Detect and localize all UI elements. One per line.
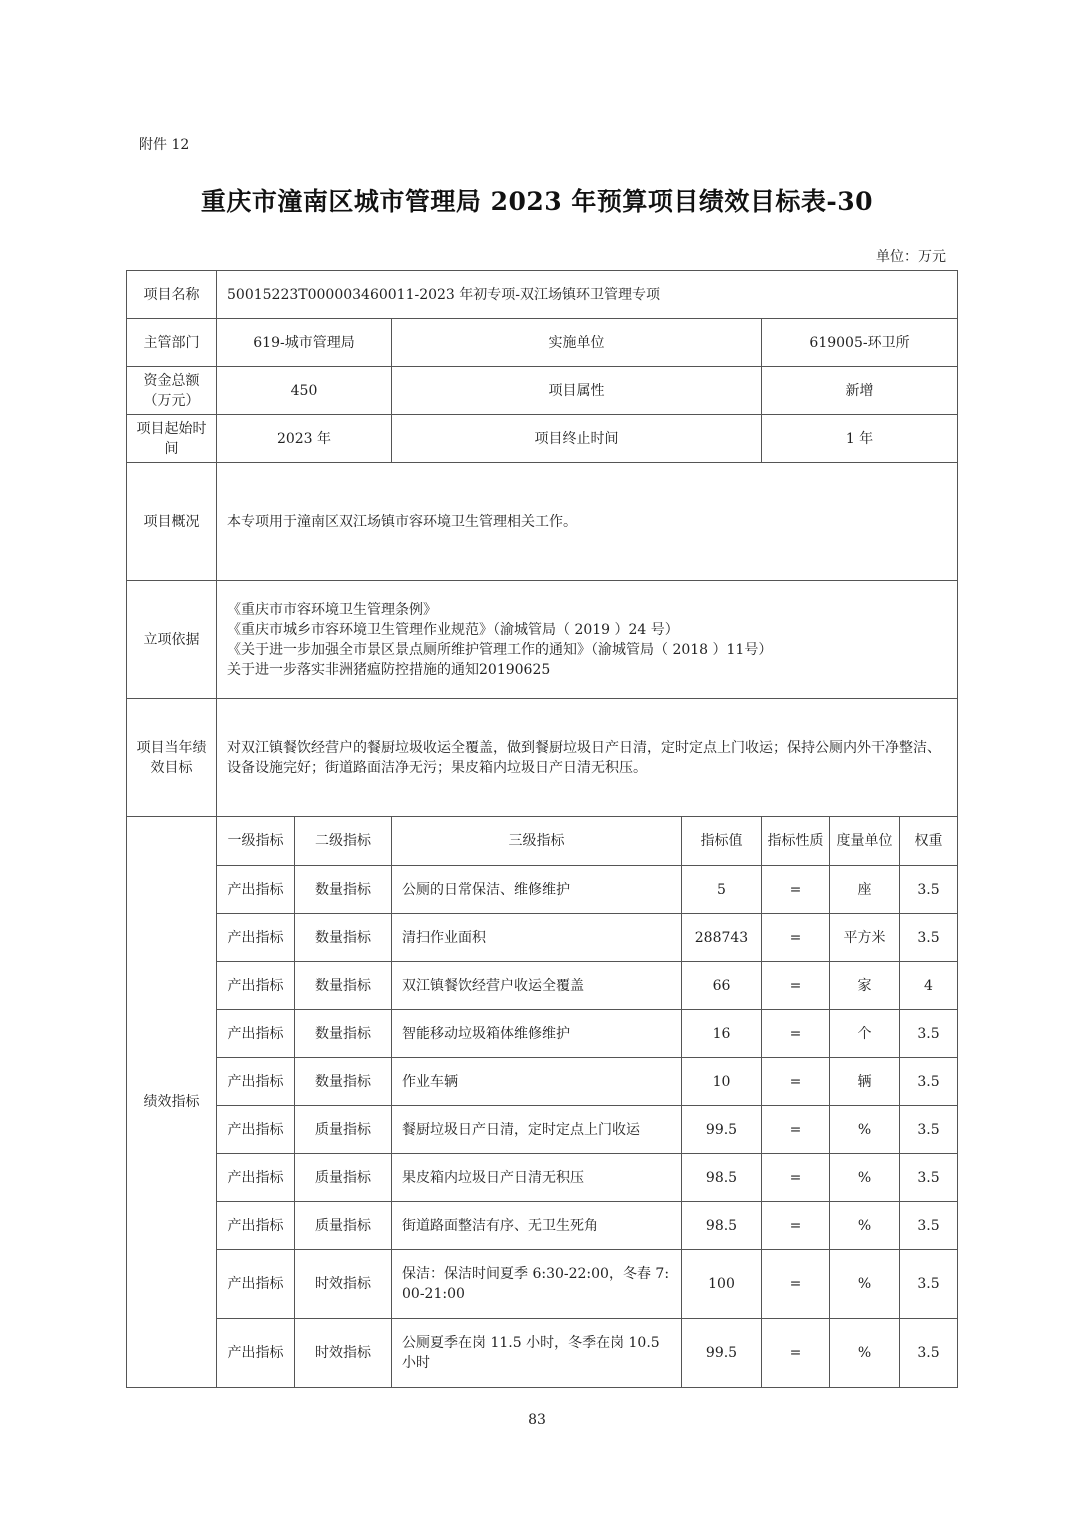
indicator-weight-cell: 3.5 (900, 1010, 958, 1058)
indicator-weight-cell: 3.5 (900, 1250, 958, 1319)
indicator-level3-cell: 清扫作业面积 (392, 914, 682, 962)
basis-item: 《重庆市市容环境卫生管理条例》 (227, 601, 437, 618)
indicator-level1-cell: 产出指标 (217, 1250, 295, 1319)
header-value: 指标值 (682, 817, 762, 866)
indicator-unit-cell: 平方米 (830, 914, 900, 962)
indicator-row (127, 866, 958, 914)
indicator-row (127, 1154, 958, 1202)
indicator-level2-cell: 质量指标 (295, 1106, 392, 1154)
indicator-level1-cell: 产出指标 (217, 1154, 295, 1202)
indicator-level2-cell: 数量指标 (295, 866, 392, 914)
indicator-unit-cell: % (830, 1154, 900, 1202)
basis-label: 立项依据 (127, 581, 217, 699)
indicator-level2-cell: 时效指标 (295, 1319, 392, 1388)
indicator-value-cell: 100 (682, 1250, 762, 1319)
indicator-weight-cell: 3.5 (900, 1106, 958, 1154)
indicator-unit-cell: % (830, 1202, 900, 1250)
indicator-nature-cell: = (762, 1154, 830, 1202)
project-name-value: 50015223T000003460011-2023 年初专项-双江场镇环卫管理专项 (217, 271, 958, 319)
goal-label: 项目当年绩效目标 (127, 699, 217, 817)
indicator-level1-cell: 产出指标 (217, 1319, 295, 1388)
row-basis (127, 581, 958, 699)
indicator-value-cell: 98.5 (682, 1154, 762, 1202)
end-value: 1 年 (762, 415, 958, 463)
indicator-row (127, 1010, 958, 1058)
indicator-value-cell: 99.5 (682, 1106, 762, 1154)
indicator-level2-cell: 质量指标 (295, 1202, 392, 1250)
indicator-nature-cell: = (762, 1202, 830, 1250)
indicator-nature-cell: = (762, 962, 830, 1010)
indicator-value-cell: 5 (682, 866, 762, 914)
indicator-level3-cell: 公厕的日常保洁、维修维护 (392, 866, 682, 914)
indicator-unit-cell: % (830, 1319, 900, 1388)
dept-label: 主管部门 (127, 319, 217, 367)
indicators-section-label: 绩效指标 (127, 817, 217, 1388)
indicator-nature-cell: = (762, 1058, 830, 1106)
header-level3: 三级指标 (392, 817, 682, 866)
indicator-value-cell: 98.5 (682, 1202, 762, 1250)
indicator-unit-cell: 个 (830, 1010, 900, 1058)
indicator-nature-cell: = (762, 1250, 830, 1319)
performance-table (126, 270, 958, 1388)
attachment-label: 附件 12 (139, 137, 190, 153)
indicator-level1-cell: 产出指标 (217, 866, 295, 914)
indicator-row (127, 1058, 958, 1106)
row-time (127, 415, 958, 463)
indicator-weight-cell: 4 (900, 962, 958, 1010)
indicator-weight-cell: 3.5 (900, 1058, 958, 1106)
indicator-value-cell: 16 (682, 1010, 762, 1058)
row-goal (127, 699, 958, 817)
header-level1: 一级指标 (217, 817, 295, 866)
indicator-level3-cell: 果皮箱内垃圾日产日清无积压 (392, 1154, 682, 1202)
page-number: 83 (528, 1412, 546, 1428)
indicator-level1-cell: 产出指标 (217, 1058, 295, 1106)
indicator-level3-cell: 公厕夏季在岗 11.5 小时，冬季在岗 10.5 小时 (392, 1319, 682, 1388)
indicator-level2-cell: 数量指标 (295, 1010, 392, 1058)
indicator-weight-cell: 3.5 (900, 914, 958, 962)
indicator-level2-cell: 时效指标 (295, 1250, 392, 1319)
header-level2: 二级指标 (295, 817, 392, 866)
indicator-level1-cell: 产出指标 (217, 1010, 295, 1058)
indicator-nature-cell: = (762, 1010, 830, 1058)
start-value: 2023 年 (217, 415, 392, 463)
row-project-name (127, 271, 958, 319)
indicator-level3-cell: 餐厨垃圾日产日清，定时定点上门收运 (392, 1106, 682, 1154)
indicator-row (127, 962, 958, 1010)
indicator-nature-cell: = (762, 914, 830, 962)
indicator-nature-cell: = (762, 866, 830, 914)
header-unit: 度量单位 (830, 817, 900, 866)
attr-value: 新增 (762, 367, 958, 415)
indicator-level3-cell: 智能移动垃圾箱体维修维护 (392, 1010, 682, 1058)
row-dept (127, 319, 958, 367)
indicator-level1-cell: 产出指标 (217, 1202, 295, 1250)
indicator-row (127, 1250, 958, 1319)
indicator-row (127, 1319, 958, 1388)
overview-value: 本专项用于潼南区双江场镇市容环境卫生管理相关工作。 (217, 463, 958, 581)
indicator-row (127, 1202, 958, 1250)
indicator-level1-cell: 产出指标 (217, 1106, 295, 1154)
start-label: 项目起始时间 (127, 415, 217, 463)
goal-value: 对双江镇餐饮经营户的餐厨垃圾收运全覆盖，做到餐厨垃圾日产日清，定时定点上门收运；保持公厕内外干净整洁、设备设施完好；街道路面洁净无污；果皮箱内垃圾日产日清无积压。 (217, 699, 958, 817)
indicator-value-cell: 288743 (682, 914, 762, 962)
indicator-unit-cell: 座 (830, 866, 900, 914)
indicator-level2-cell: 数量指标 (295, 962, 392, 1010)
indicator-weight-cell: 3.5 (900, 1319, 958, 1388)
indicator-unit-cell: % (830, 1106, 900, 1154)
attr-label: 项目属性 (392, 367, 762, 415)
indicator-header-row (127, 817, 958, 866)
indicator-level2-cell: 质量指标 (295, 1154, 392, 1202)
indicator-weight-cell: 3.5 (900, 1202, 958, 1250)
indicator-level3-cell: 双江镇餐饮经营户收运全覆盖 (392, 962, 682, 1010)
fund-value: 450 (217, 367, 392, 415)
indicator-level3-cell: 街道路面整洁有序、无卫生死角 (392, 1202, 682, 1250)
overview-label: 项目概况 (127, 463, 217, 581)
indicator-level1-cell: 产出指标 (217, 914, 295, 962)
indicator-level2-cell: 数量指标 (295, 914, 392, 962)
indicator-unit-cell: % (830, 1250, 900, 1319)
indicator-level3-cell: 保洁：保洁时间夏季 6:30-22:00，冬春 7:00-21:00 (392, 1250, 682, 1319)
basis-list (217, 581, 958, 699)
basis-item: 关于进一步落实非洲猪瘟防控措施的通知20190625 (227, 661, 551, 678)
dept-value: 619-城市管理局 (217, 319, 392, 367)
indicator-value-cell: 10 (682, 1058, 762, 1106)
indicator-value-cell: 66 (682, 962, 762, 1010)
page-title: 重庆市潼南区城市管理局 2023 年预算项目绩效目标表-30 (200, 187, 874, 216)
indicator-row (127, 1106, 958, 1154)
end-label: 项目终止时间 (392, 415, 762, 463)
row-overview (127, 463, 958, 581)
indicator-weight-cell: 3.5 (900, 1154, 958, 1202)
row-fund (127, 367, 958, 415)
header-weight: 权重 (900, 817, 958, 866)
project-name-label: 项目名称 (127, 271, 217, 319)
indicator-row (127, 914, 958, 962)
impl-label: 实施单位 (392, 319, 762, 367)
indicator-level3-cell: 作业车辆 (392, 1058, 682, 1106)
indicator-value-cell: 99.5 (682, 1319, 762, 1388)
indicator-nature-cell: = (762, 1319, 830, 1388)
indicator-level2-cell: 数量指标 (295, 1058, 392, 1106)
indicator-nature-cell: = (762, 1106, 830, 1154)
indicator-weight-cell: 3.5 (900, 866, 958, 914)
indicator-unit-cell: 辆 (830, 1058, 900, 1106)
fund-label: 资金总额（万元） (127, 367, 217, 415)
impl-value: 619005-环卫所 (762, 319, 958, 367)
basis-item: 《关于进一步加强全市景区景点厕所维护管理工作的通知》（渝城管局（ 2018 ）11号） (227, 641, 773, 658)
unit-label: 单位：万元 (876, 249, 946, 265)
basis-item: 《重庆市城乡市容环境卫生管理作业规范》（渝城管局（ 2019 ）24 号） (227, 621, 679, 638)
indicator-level1-cell: 产出指标 (217, 962, 295, 1010)
header-nature: 指标性质 (762, 817, 830, 866)
indicator-unit-cell: 家 (830, 962, 900, 1010)
